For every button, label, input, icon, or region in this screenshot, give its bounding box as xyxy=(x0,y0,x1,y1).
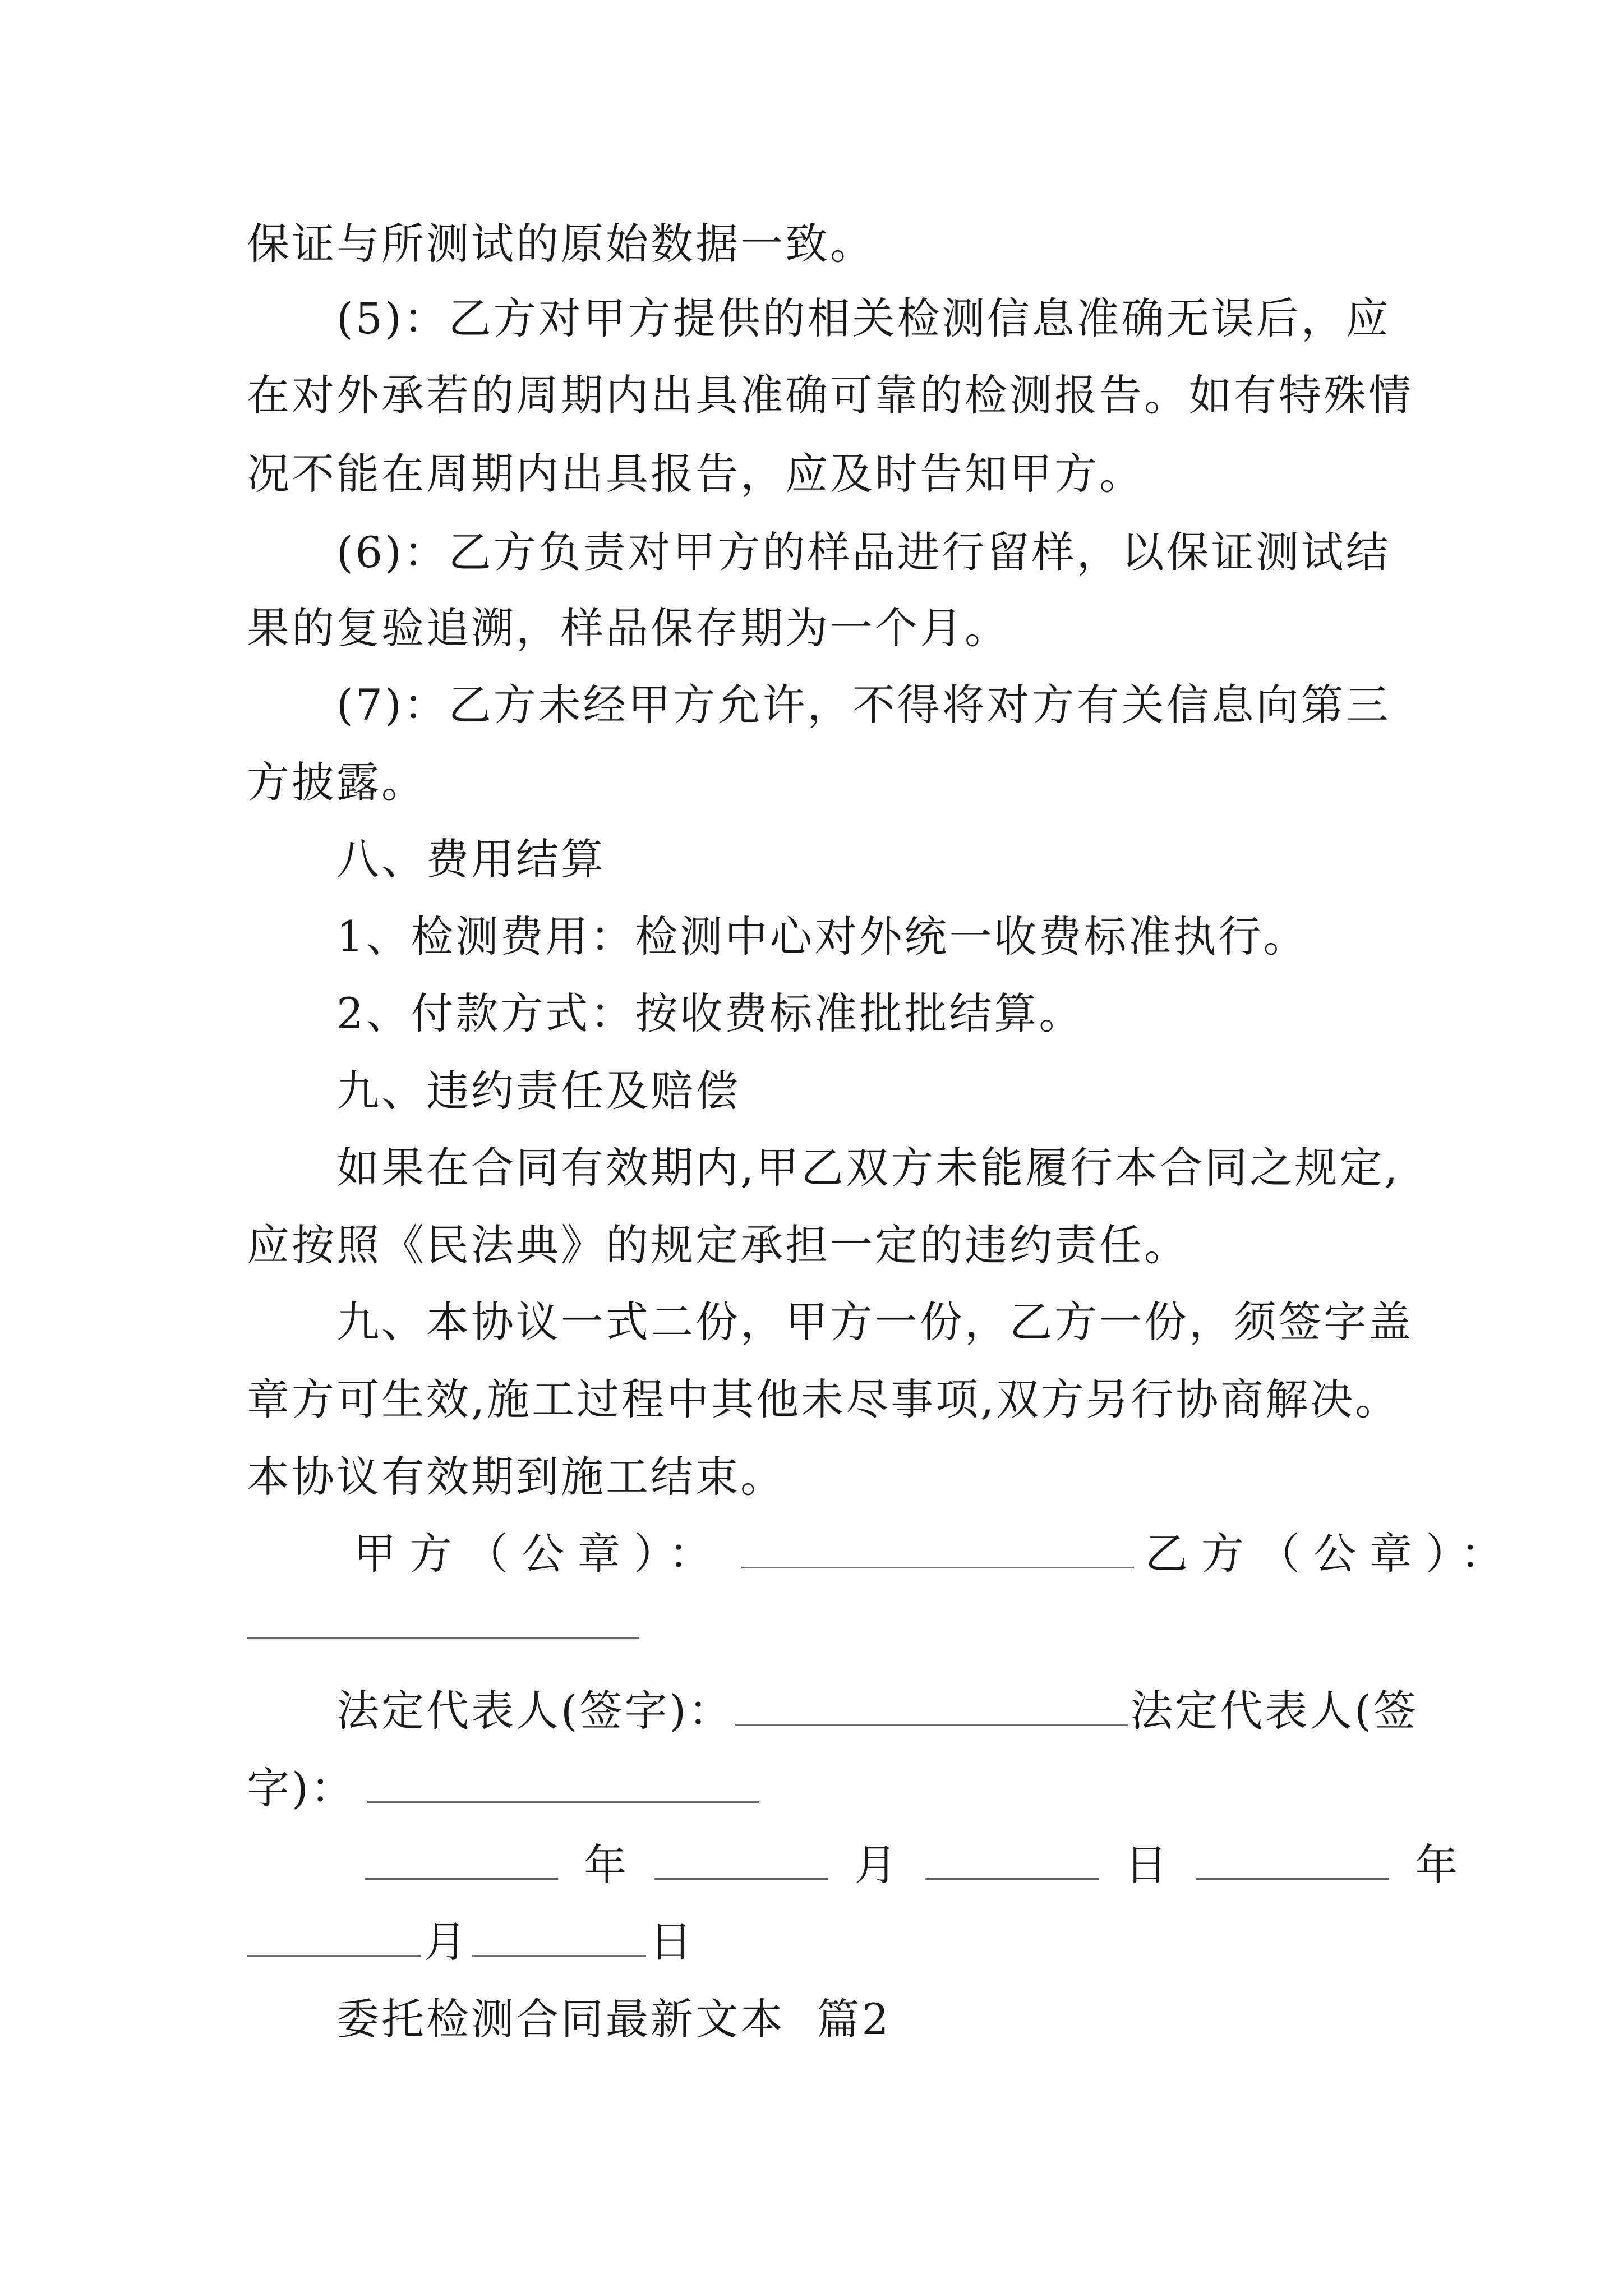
party-a-seal-label: 甲方（公章）： xyxy=(353,1529,725,1579)
next-section-title: 委托检测合同最新文本 篇2 xyxy=(336,1994,891,2044)
paragraph-line: 1、检测费用：检测中心对外统一收费标准执行。 xyxy=(336,912,1308,961)
paragraph-line: 保证与所测试的原始数据一致。 xyxy=(247,219,875,269)
section-heading: 九、违约责任及赔偿 xyxy=(336,1066,740,1116)
paragraph-line: 况不能在周期内出具报告，应及时告知甲方。 xyxy=(247,449,1144,499)
legal-rep-line xyxy=(336,1683,1418,1739)
date-a-month-blank xyxy=(654,1842,828,1880)
legal-rep-b-label-end: 字)： xyxy=(247,1763,356,1813)
party-b-seal-label: 乙方（公章）： xyxy=(1145,1529,1516,1579)
paragraph-line: (6)：乙方负责对甲方的样品进行留样，以保证测试结 xyxy=(336,527,1391,577)
paragraph-line: 章方可生效,施工过程中其他未尽事项,双方另行协商解决。 xyxy=(247,1374,1400,1424)
date-a-day-label: 日 xyxy=(1124,1840,1170,1890)
party-seal-line xyxy=(353,1526,1516,1582)
paragraph-line: 在对外承若的周期内出具准确可靠的检测报告。如有特殊情 xyxy=(247,370,1413,420)
date-b-year-label: 年 xyxy=(1415,1840,1460,1890)
date-a-year-label: 年 xyxy=(584,1840,629,1890)
paragraph-line: 本协议有效期到施工结束。 xyxy=(247,1452,785,1502)
paragraph-line: (7)：乙方未经甲方允许，不得将对方有关信息向第三 xyxy=(336,680,1391,730)
legal-rep-a-label: 法定代表人(签字)： xyxy=(336,1686,734,1736)
date-b-month-blank xyxy=(247,1919,421,1957)
date-b-day-label: 日 xyxy=(649,1917,694,1967)
paragraph-line: (5)：乙方对甲方提供的相关检测信息准确无误后，应 xyxy=(336,293,1391,343)
date-b-year-blank xyxy=(1196,1842,1389,1880)
paragraph-line: 九、本协议一式二份，甲方一份，乙方一份，须签字盖 xyxy=(336,1297,1413,1347)
legal-rep-a-blank xyxy=(735,1688,1128,1726)
paragraph-line: 方披露。 xyxy=(247,757,426,807)
paragraph-line: 应按照《民法典》的规定承担一定的违约责任。 xyxy=(247,1220,1189,1270)
paragraph-line: 如果在合同有效期内,甲乙双方未能履行本合同之规定, xyxy=(336,1143,1400,1193)
legal-rep-b-blank xyxy=(367,1765,759,1803)
date-line xyxy=(365,1837,1460,1893)
date-line-continued xyxy=(247,1914,1391,1970)
paragraph-line: 果的复验追溯，样品保存期为一个月。 xyxy=(247,603,1009,653)
date-b-month-label: 月 xyxy=(424,1917,469,1967)
paragraph-line: 2、付款方式：按收费标准批批结算。 xyxy=(336,988,1084,1038)
date-b-day-blank xyxy=(472,1919,646,1957)
section-heading: 八、费用结算 xyxy=(336,834,606,884)
party-b-seal-blank xyxy=(247,1637,639,1639)
legal-rep-line-continued xyxy=(247,1760,1391,1816)
legal-rep-b-label: 法定代表人(签 xyxy=(1130,1686,1418,1736)
date-a-day-blank xyxy=(925,1842,1099,1880)
party-a-seal-blank xyxy=(741,1531,1134,1568)
date-a-month-label: 月 xyxy=(854,1840,900,1890)
date-a-year-blank xyxy=(365,1842,558,1880)
